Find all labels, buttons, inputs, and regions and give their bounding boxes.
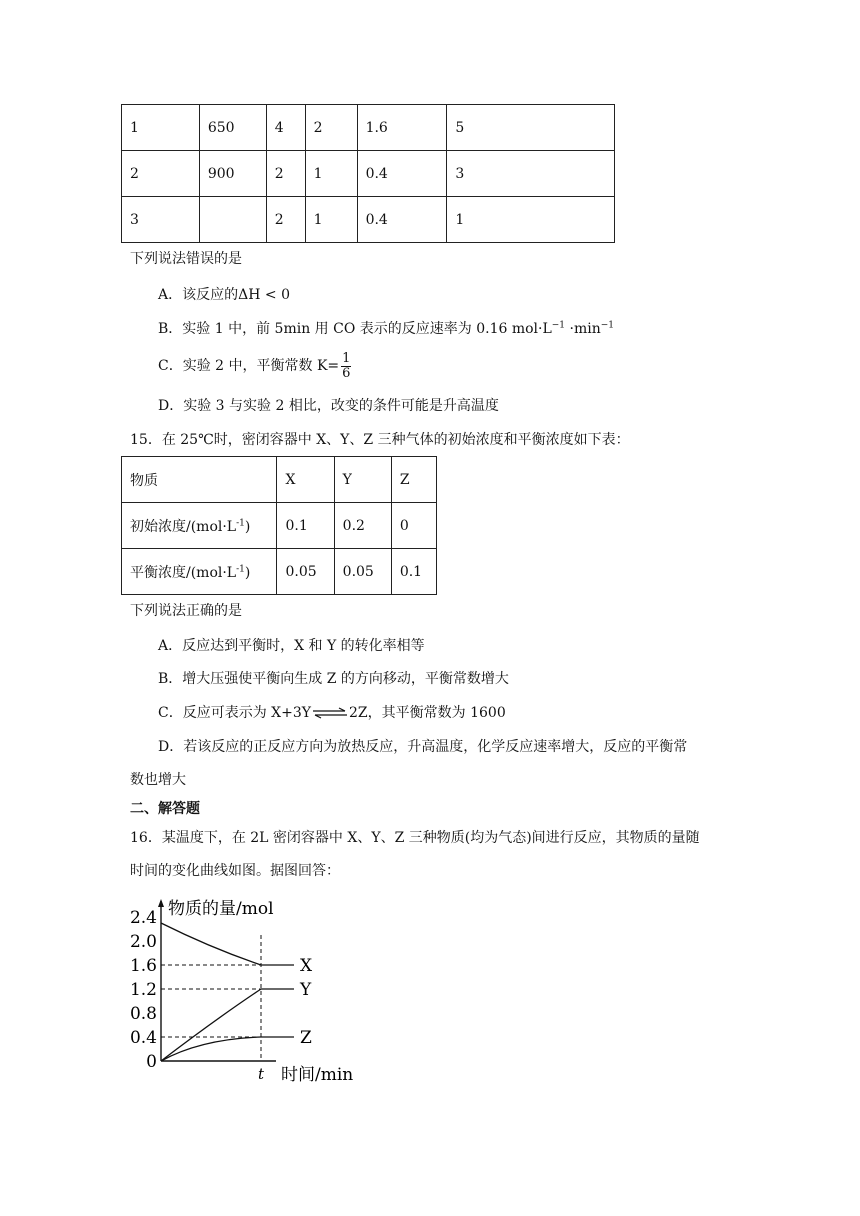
table-cell: 0.4 <box>357 197 447 243</box>
table-cell: 1 <box>305 197 357 243</box>
series-label-z: Z <box>300 1028 312 1048</box>
table-row <box>122 151 615 197</box>
table-cell: 2 <box>122 151 200 197</box>
superscript: -1 <box>236 563 245 574</box>
table-header-cell: X <box>277 457 334 503</box>
y-axis-label: 物质的量/mol <box>168 899 274 919</box>
table-cell: 650 <box>199 105 266 151</box>
experiment-table <box>121 104 615 243</box>
q15-option-b: B．增大压强使平衡向生成 Z 的方向移动，平衡常数增大 <box>158 671 509 687</box>
option-text: ·min <box>565 321 601 337</box>
q15-option-d-line1: D．若该反应的正反应方向为放热反应，升高温度，化学反应速率增大，反应的平衡常 <box>158 739 688 755</box>
table-row <box>122 503 437 549</box>
series-label-y: Y <box>300 980 312 1000</box>
q14-option-b <box>158 319 614 339</box>
superscript: −1 <box>600 320 614 331</box>
table-cell: 900 <box>199 151 266 197</box>
q15-option-a: A．反应达到平衡时，X 和 Y 的转化率相等 <box>158 638 425 654</box>
q15-stem: 15．在 25℃时，密闭容器中 X、Y、Z 三种气体的初始浓度和平衡浓度如下表： <box>130 432 630 448</box>
chart-guides <box>161 935 261 1061</box>
q16-stem-line2: 时间的变化曲线如图。据图回答： <box>130 863 340 879</box>
table-cell: 2 <box>266 197 305 243</box>
row-label-close: ) <box>244 518 251 535</box>
table-cell: 0 <box>391 503 436 549</box>
y-tick-label: 0.4 <box>129 1028 157 1048</box>
table-header-row <box>122 457 437 503</box>
q14-option-a <box>158 285 290 305</box>
table-cell: 1 <box>122 105 200 151</box>
table-cell: 0.1 <box>391 549 436 595</box>
equilibrium-arrow-icon <box>311 707 349 719</box>
row-label: 平衡浓度/(mol·L <box>130 564 237 581</box>
q15-prompt: 下列说法正确的是 <box>130 603 242 619</box>
table-cell: 1 <box>447 197 615 243</box>
curve-x <box>161 923 261 965</box>
table-cell: 1.6 <box>357 105 447 151</box>
series-label-x: X <box>300 956 313 976</box>
row-label-close: ) <box>244 564 251 581</box>
fraction-numerator: 1 <box>342 350 351 366</box>
y-tick-label: 0.8 <box>129 1004 157 1024</box>
concentration-table <box>121 456 437 595</box>
table-header-cell: 物质 <box>122 457 277 503</box>
q14-option-d: D．实验 3 与实验 2 相比，改变的条件可能是升高温度 <box>158 398 499 414</box>
table-cell: 3 <box>447 151 615 197</box>
y-tick-label: 2.4 <box>129 908 157 928</box>
table-row <box>122 197 615 243</box>
chart-labels <box>130 899 353 1085</box>
x-axis-label: 时间/min <box>281 1065 354 1085</box>
table-cell: 0.1 <box>277 503 334 549</box>
table-cell: 1 <box>305 151 357 197</box>
superscript: -1 <box>236 517 245 528</box>
table-cell: 2 <box>305 105 357 151</box>
option-text: C．反应可表示为 X+3Y <box>158 705 312 721</box>
formula: ΔH < 0 <box>238 287 290 303</box>
chart-curves <box>161 923 294 1061</box>
table-row <box>122 549 437 595</box>
section-title: 二、解答题 <box>130 801 200 817</box>
table-cell: 0.05 <box>334 549 391 595</box>
table-header-cell: Y <box>334 457 391 503</box>
table-cell <box>199 197 266 243</box>
table-header-cell: Z <box>391 457 436 503</box>
q14-prompt: 下列说法错误的是 <box>130 251 242 267</box>
table-cell: 4 <box>266 105 305 151</box>
table-cell: 3 <box>122 197 200 243</box>
q15-option-d-line2: 数也增大 <box>130 772 186 788</box>
row-label: 初始浓度/(mol·L <box>130 518 237 535</box>
table-cell: 0.2 <box>334 503 391 549</box>
y-axis-arrow-icon <box>158 899 164 907</box>
amount-time-chart <box>126 895 366 1085</box>
q14-option-c <box>158 348 351 384</box>
table-cell <box>122 503 277 549</box>
q16-stem-line1: 16．某温度下，在 2L 密闭容器中 X、Y、Z 三种物质(均为气态)间进行反应，其物质的量随 <box>130 830 700 846</box>
fraction-denominator: 6 <box>342 365 351 381</box>
fraction <box>341 352 351 381</box>
y-tick-label: 1.6 <box>129 956 157 976</box>
superscript: −1 <box>551 320 566 331</box>
option-text: B．实验 1 中，前 5min 用 CO 表示的反应速率为 0.16 mol·L <box>158 321 552 337</box>
table-row <box>122 105 615 151</box>
table-cell: 0.4 <box>357 151 447 197</box>
y-tick-label: 0 <box>146 1052 157 1072</box>
option-text: A．该反应的 <box>158 287 239 303</box>
table-cell: 0.05 <box>277 549 334 595</box>
x-tick-label: t <box>258 1065 265 1083</box>
option-text: 2Z，其平衡常数为 1600 <box>349 705 506 721</box>
curve-y <box>161 989 261 1061</box>
table-cell <box>122 549 277 595</box>
table-cell: 5 <box>447 105 615 151</box>
q15-option-c <box>158 703 506 723</box>
option-text: C．实验 2 中，平衡常数 K= <box>158 358 340 374</box>
y-tick-label: 2.0 <box>129 932 157 952</box>
y-tick-label: 1.2 <box>129 980 157 1000</box>
table-cell: 2 <box>266 151 305 197</box>
